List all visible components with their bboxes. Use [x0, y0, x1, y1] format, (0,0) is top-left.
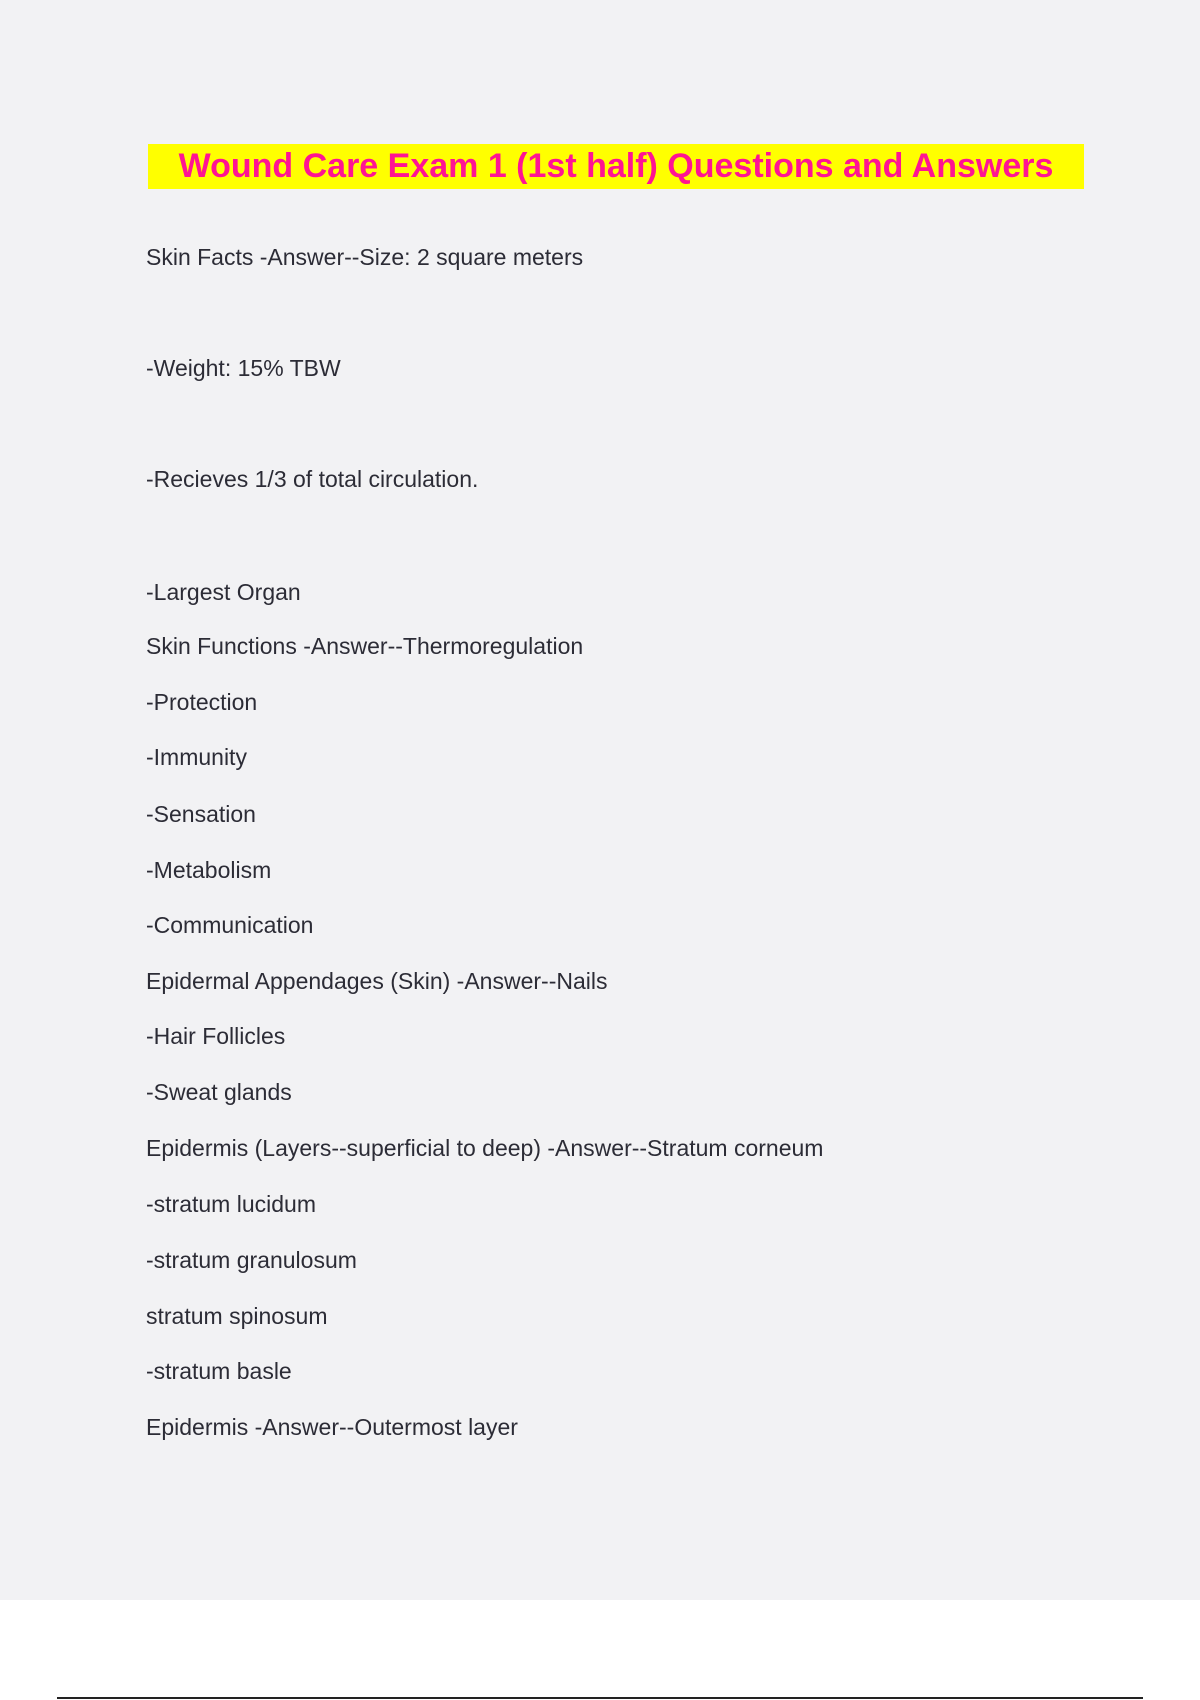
- answer-line: -stratum lucidum: [146, 1191, 316, 1217]
- document-title: Wound Care Exam 1 (1st half) Questions and Answers: [178, 147, 1054, 185]
- answer-line: -stratum granulosum: [146, 1247, 357, 1273]
- answer-line: Epidermal Appendages (Skin) -Answer--Nails: [146, 968, 608, 994]
- answer-line: -Recieves 1/3 of total circulation.: [146, 466, 479, 492]
- answer-line: stratum spinosum: [146, 1303, 328, 1329]
- answer-line: -Immunity: [146, 744, 247, 770]
- title-highlight: [148, 144, 1084, 189]
- answer-line: Skin Facts -Answer--Size: 2 square meters: [146, 244, 584, 270]
- answer-line: -Weight: 15% TBW: [146, 355, 341, 381]
- answer-line: -Hair Follicles: [146, 1023, 286, 1049]
- answer-line: -Largest Organ: [146, 579, 301, 605]
- answer-line: -Sensation: [146, 801, 256, 827]
- answer-line: Epidermis (Layers--superficial to deep) -Answer--Stratum corneum: [146, 1135, 824, 1161]
- answer-line: Epidermis -Answer--Outermost layer: [146, 1414, 518, 1440]
- answer-line: -Metabolism: [146, 857, 272, 883]
- footer-divider: [57, 1697, 1143, 1699]
- answer-line: Skin Functions -Answer--Thermoregulation: [146, 633, 584, 659]
- answer-line: -stratum basle: [146, 1358, 292, 1384]
- answer-line: -Sweat glands: [146, 1079, 292, 1105]
- answer-line: -Communication: [146, 912, 314, 938]
- answer-line: -Protection: [146, 689, 258, 715]
